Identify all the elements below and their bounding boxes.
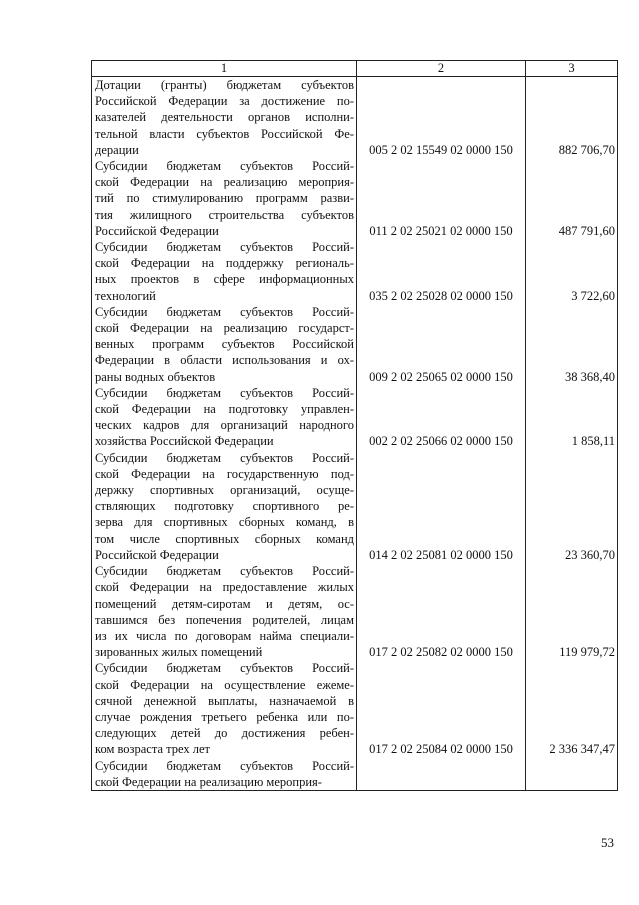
description-line: тавшимся без попечения родителей, лицам (95, 612, 354, 627)
description-line: тия жилищного строительства субъектов (95, 207, 354, 222)
description-line: казателей деятельности органов исполни- (95, 110, 354, 125)
row-description (92, 385, 357, 450)
row-budget-code: 011 2 02 25021 02 0000 150 (357, 158, 526, 239)
description-line: ской Федерации на реализацию государст- (95, 321, 354, 336)
description-line: Субсидии бюджетам субъектов Россий- (95, 564, 354, 579)
row-budget-code: 009 2 02 25065 02 0000 150 (357, 304, 526, 385)
description-line: ных проектов в сфере информационных (95, 272, 354, 287)
table-row (92, 660, 618, 757)
row-budget-code: 017 2 02 25082 02 0000 150 (357, 563, 526, 660)
description-line: технологий (95, 288, 156, 303)
row-description (92, 304, 357, 385)
description-line: дерации (95, 142, 139, 157)
description-line: Субсидии бюджетам субъектов Россий- (95, 661, 354, 676)
description-line: ком возраста трех лет (95, 742, 210, 757)
row-amount: 487 791,60 (526, 158, 618, 239)
column-header-1: 1 (92, 61, 357, 77)
row-description (92, 239, 357, 304)
row-budget-code (357, 758, 526, 791)
row-amount: 2 336 347,47 (526, 660, 618, 757)
row-amount: 38 368,40 (526, 304, 618, 385)
row-description (92, 660, 357, 757)
description-line: Российской Федерации за достижение по- (95, 94, 354, 109)
row-description (92, 158, 357, 239)
row-amount: 882 706,70 (526, 77, 618, 159)
table-row (92, 239, 618, 304)
description-line: Субсидии бюджетам субъектов Россий- (95, 385, 354, 400)
row-budget-code: 035 2 02 25028 02 0000 150 (357, 239, 526, 304)
row-description (92, 758, 357, 791)
description-line: том числе спортивных сборных команд (95, 531, 354, 546)
description-line: ской Федерации на осуществление ежеме- (95, 677, 354, 692)
column-header-3: 3 (526, 61, 618, 77)
description-line: Субсидии бюджетам субъектов Россий- (95, 450, 354, 465)
description-line: Российской Федерации (95, 223, 219, 238)
description-line: Субсидии бюджетам субъектов Россий- (95, 159, 354, 174)
row-budget-code: 005 2 02 15549 02 0000 150 (357, 77, 526, 159)
row-amount: 23 360,70 (526, 450, 618, 563)
row-amount: 119 979,72 (526, 563, 618, 660)
row-amount (526, 758, 618, 791)
description-line: Российской Федерации (95, 547, 219, 562)
description-line: ской Федерации на реализацию мероприя- (95, 774, 322, 789)
table-row (92, 758, 618, 791)
description-line: ской Федерации на предоставление жилых (95, 580, 354, 595)
description-line: случае рождения третьего ребенка или по- (95, 709, 354, 724)
header-row (92, 61, 618, 77)
budget-table (91, 60, 618, 791)
description-line: тельной власти субъектов Российской Фе- (95, 126, 354, 141)
row-budget-code: 014 2 02 25081 02 0000 150 (357, 450, 526, 563)
description-line: хозяйства Российской Федерации (95, 434, 274, 449)
row-description (92, 563, 357, 660)
description-line: раны водных объектов (95, 369, 216, 384)
description-line: Дотации (гранты) бюджетам субъектов (95, 78, 354, 92)
description-line: ской Федерации на поддержку региональ- (95, 256, 354, 271)
description-line: Федерации в области использования и ох- (95, 353, 354, 368)
description-line: Субсидии бюджетам субъектов Россий- (95, 758, 354, 773)
table-row (92, 158, 618, 239)
description-line: ской Федерации на подготовку управлен- (95, 402, 354, 417)
description-line: Субсидии бюджетам субъектов Россий- (95, 304, 354, 319)
description-line: Субсидии бюджетам субъектов Россий- (95, 240, 354, 255)
table-row (92, 450, 618, 563)
description-line: тий по стимулированию программ разви- (95, 191, 354, 206)
description-line: венных программ субъектов Российской (95, 337, 354, 352)
table-row (92, 304, 618, 385)
table-row (92, 77, 618, 159)
table-row (92, 563, 618, 660)
description-line: ческих кадров для организаций народного (95, 418, 354, 433)
description-line: ской Федерации на реализацию мероприя- (95, 175, 354, 190)
description-line: из их числа по договорам найма специали- (95, 628, 354, 643)
row-amount: 1 858,11 (526, 385, 618, 450)
page-number: 53 (601, 835, 614, 850)
row-description (92, 450, 357, 563)
row-budget-code: 002 2 02 25066 02 0000 150 (357, 385, 526, 450)
description-line: ствляющих подготовку спортивного ре- (95, 499, 354, 514)
description-line: помещений детям-сиротам и детям, ос- (95, 596, 354, 611)
description-line: зированных жилых помещений (95, 645, 263, 660)
row-budget-code: 017 2 02 25084 02 0000 150 (357, 660, 526, 757)
description-line: сячной денежной выплаты, назначаемой в (95, 693, 354, 708)
description-line: следующих детей до достижения ребен- (95, 726, 354, 741)
description-line: ской Федерации на государственную под- (95, 466, 354, 481)
column-header-2: 2 (357, 61, 526, 77)
table-row (92, 385, 618, 450)
description-line: зерва для спортивных сборных команд, в (95, 515, 354, 530)
description-line: держку спортивных организаций, осуще- (95, 483, 354, 498)
row-amount: 3 722,60 (526, 239, 618, 304)
row-description (92, 77, 357, 159)
